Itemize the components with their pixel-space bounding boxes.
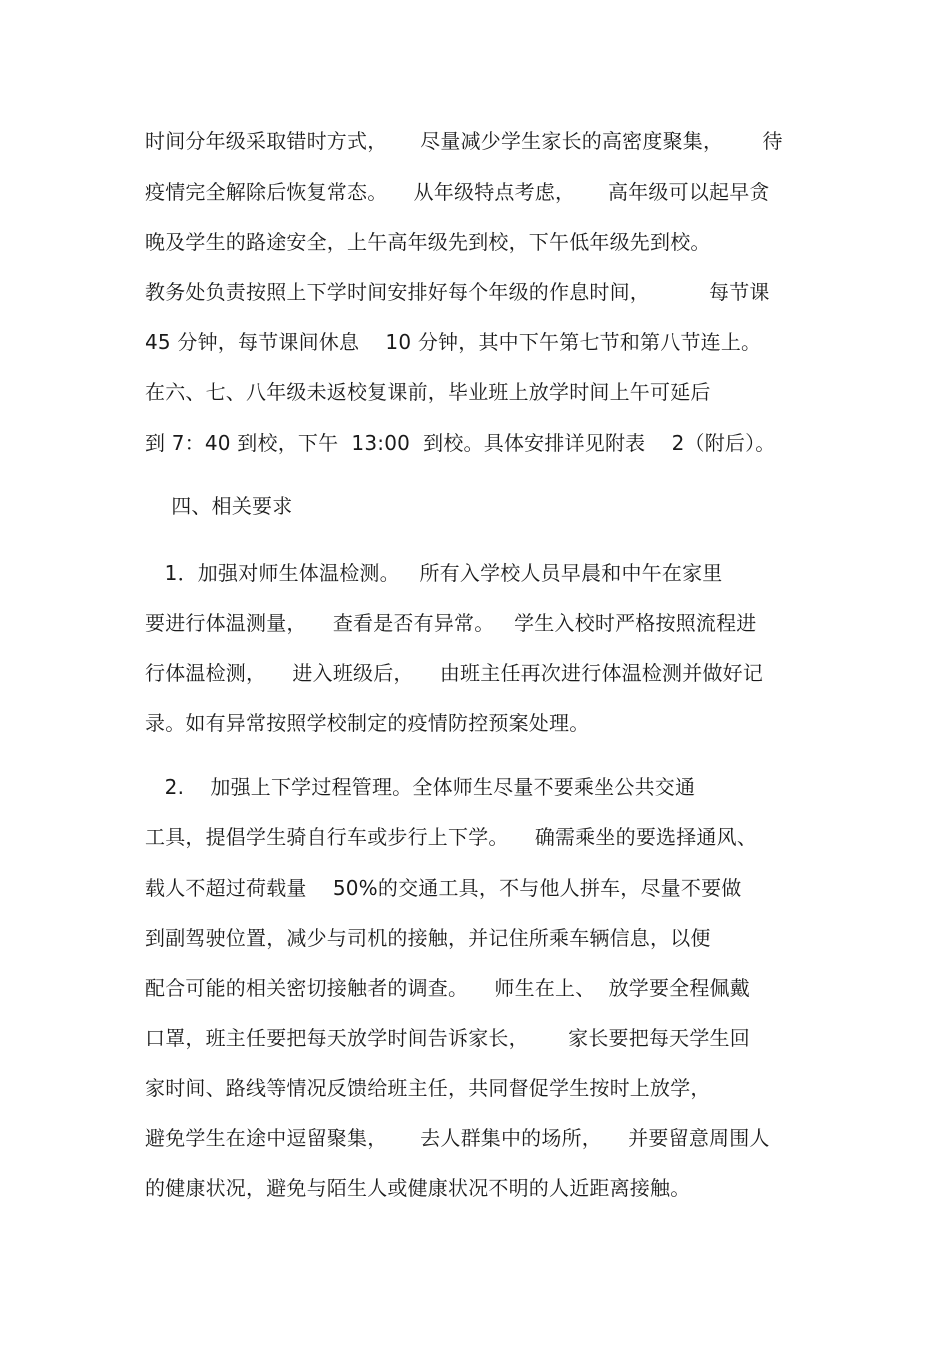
text-line: 疫情完全解除后恢复常态。 从年级特点考虑， 高年级可以起早贪 <box>145 180 770 204</box>
text-line: 录。如有异常按照学校制定的疫情防控预案处理。 <box>145 711 590 735</box>
text-line: 家时间、路线等情况反馈给班主任，共同督促学生按时上放学， <box>145 1076 711 1100</box>
text-line: 口罩，班主任要把每天放学时间告诉家长， 家长要把每天学生回 <box>145 1026 750 1050</box>
text-line: 配合可能的相关密切接触者的调查。 师生在上、 放学要全程佩戴 <box>145 976 750 1000</box>
text-line: 的健康状况，避免与陌生人或健康状况不明的人近距离接触。 <box>145 1176 691 1200</box>
text-line: 晚及学生的路途安全，上午高年级先到校，下午低年级先到校。 <box>145 230 711 254</box>
text-line: 教务处负责按照上下学时间安排好每个年级的作息时间， 每节课 <box>145 280 770 304</box>
text-line: 时间分年级采取错时方式， 尽量减少学生家长的高密度聚集， 待 <box>145 129 783 153</box>
text-line: 要进行体温测量， 查看是否有异常。 学生入校时严格按照流程进 <box>145 611 757 635</box>
text-line: 到副驾驶位置，减少与司机的接触，并记住所乘车辆信息，以便 <box>145 926 711 950</box>
text-line: 在六、七、八年级未返校复课前，毕业班上放学时间上午可延后 <box>145 380 711 404</box>
text-line: 到 7：40 到校，下午 13:00 到校。具体安排详见附表 2（附后）。 <box>145 431 776 455</box>
text-line: 2. 加强上下学过程管理。全体师生尽量不要乘坐公共交通 <box>145 775 696 799</box>
section-heading: 四、相关要求 <box>145 494 293 518</box>
text-line: 45 分钟，每节课间休息 10 分钟，其中下午第七节和第八节连上。 <box>145 330 762 354</box>
text-line: 工具，提倡学生骑自行车或步行上下学。 确需乘坐的要选择通风、 <box>145 825 758 849</box>
text-line: 1．加强对师生体温检测。 所有入学校人员早晨和中午在家里 <box>145 561 723 585</box>
text-line: 行体温检测， 进入班级后， 由班主任再次进行体温检测并做好记 <box>145 661 764 685</box>
text-line: 载人不超过荷载量 50%的交通工具，不与他人拼车，尽量不要做 <box>145 876 742 900</box>
text-line: 避免学生在途中逗留聚集， 去人群集中的场所， 并要留意周围人 <box>145 1126 770 1150</box>
